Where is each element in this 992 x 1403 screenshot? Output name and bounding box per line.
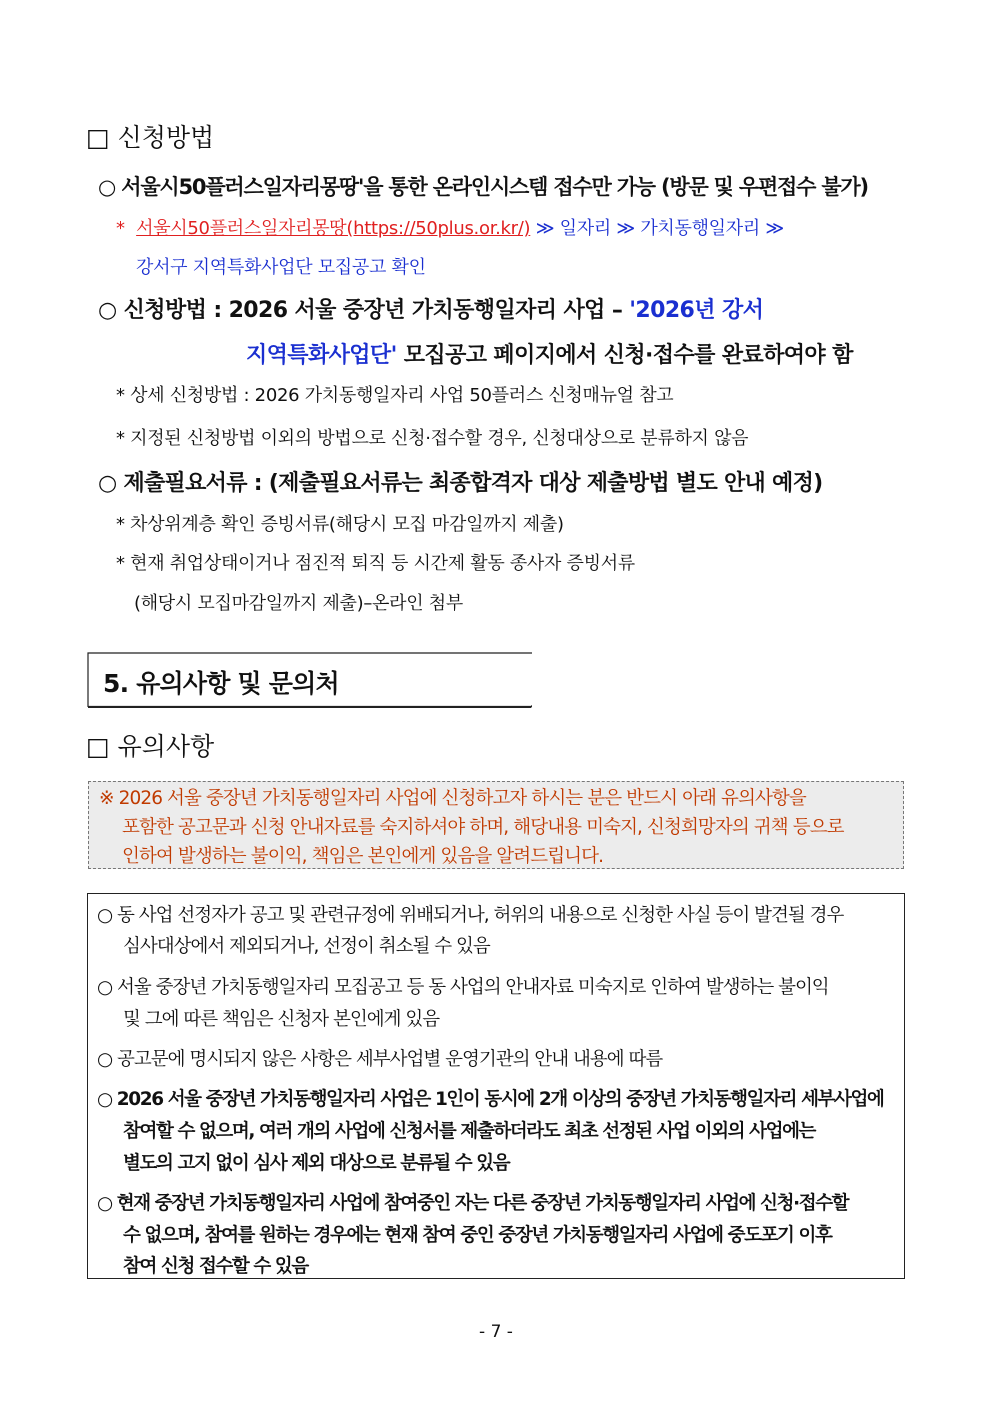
- apply-note-link-line2: 강서구 지역특화사업단 모집공고 확인: [136, 257, 426, 278]
- apply-note-doc2-line2: (해당시 모집마감일까지 제출)–온라인 첨부: [134, 593, 463, 614]
- section-heading-apply: □ 신청방법: [86, 123, 215, 152]
- apply-note-doc2: * 현재 취업상태이거나 점진적 퇴직 등 시간제 활동 종사자 증빙서류: [116, 553, 635, 574]
- notice-item-5-line-2: 수 없으며, 참여를 원하는 경우에는 현재 참여 중인 중장년 가치동행일자리 사업에 중도포기 이후: [123, 1225, 832, 1246]
- section5-title: 5. 유의사항 및 문의처: [103, 669, 339, 698]
- notice-item-4-line-2: 참여할 수 없으며, 여러 개의 사업에 신청서를 제출하더라도 최초 선정된 사업 이외의 사업에는: [123, 1121, 816, 1142]
- note-star: *: [116, 218, 125, 239]
- warning-line-1: ※ 2026 서울 중장년 가치동행일자리 사업에 신청하고자 하시는 분은 반드시 아래 유의사항을: [99, 788, 806, 809]
- method-highlight-2: 지역특화사업단': [246, 343, 397, 368]
- notice-item-4-line-1: ○ 2026 서울 중장년 가치동행일자리 사업은 1인이 동시에 2개 이상의 중장년 가치동행일자리 세부사업에: [97, 1089, 884, 1110]
- section-heading-notice: □ 유의사항: [86, 732, 215, 761]
- notice-item-2-line-1: ○ 서울 중장년 가치동행일자리 모집공고 등 동 사업의 안내자료 미숙지로 인하여 발생하는 불이익: [97, 977, 829, 998]
- apply-item-online: ○ 서울시50플러스일자리몽땅'을 통한 온라인시스템 접수만 가능 (방문 및 우편접수 불가): [98, 175, 868, 199]
- method-highlight-1: '2026년 강서: [629, 298, 764, 323]
- method-text-1: ○ 신청방법 : 2026 서울 중장년 가치동행일자리 사업 –: [98, 298, 630, 323]
- notice-item-3-line-1: ○ 공고문에 명시되지 않은 사항은 세부사업별 운영기관의 안내 내용에 따름: [97, 1049, 663, 1070]
- apply-note-link-line: [116, 214, 784, 240]
- notice-item-4-line-3: 별도의 고지 없이 심사 제외 대상으로 분류될 수 있음: [123, 1153, 510, 1174]
- apply-note-other-method: * 지정된 신청방법 이외의 방법으로 신청·접수할 경우, 신청대상으로 분류하지 않음: [116, 428, 749, 449]
- notice-list-box: [87, 893, 905, 1279]
- notice-item-5-line-3: 참여 신청 접수할 수 있음: [123, 1256, 308, 1277]
- menu-path: ≫ 일자리 ≫ 가치동행일자리 ≫: [530, 218, 784, 239]
- apply-item-method: [98, 293, 763, 324]
- warning-line-3: 인하여 발생하는 불이익, 책임은 본인에게 있음을 알려드립니다.: [122, 846, 604, 867]
- section5-header: [87, 652, 532, 708]
- notice-item-1-line-1: ○ 동 사업 선정자가 공고 및 관련규정에 위배되거나, 허위의 내용으로 신청한 사실 등이 발견될 경우: [97, 905, 844, 926]
- method-text-2: 모집공고 페이지에서 신청·접수를 완료하여야 함: [396, 343, 853, 368]
- warning-line-2: 포함한 공고문과 신청 안내자료를 숙지하셔야 하며, 해당내용 미숙지, 신청희망자의 귀책 등으로: [122, 817, 844, 838]
- page-number: - 7 -: [479, 1322, 513, 1342]
- notice-item-1-line-2: 심사대상에서 제외되거나, 선정이 취소될 수 있음: [123, 936, 490, 957]
- apply-note-doc1: * 차상위계층 확인 증빙서류(해당시 모집 마감일까지 제출): [116, 514, 564, 535]
- apply-note-manual: * 상세 신청방법 : 2026 가치동행일자리 사업 50플러스 신청매뉴얼 참고: [116, 385, 674, 406]
- apply-item-documents: ○ 제출필요서류 : (제출필요서류는 최종합격자 대상 제출방법 별도 안내 예정): [98, 471, 823, 496]
- notice-item-5-line-1: ○ 현재 중장년 가치동행일자리 사업에 참여중인 자는 다른 중장년 가치동행일자리 사업에 신청·접수할: [97, 1193, 849, 1214]
- apply-item-method-line2: [246, 338, 853, 369]
- warning-box: [88, 781, 904, 869]
- 50plus-link[interactable]: 서울시50플러스일자리몽땅(https://50plus.or.kr/): [136, 218, 531, 239]
- notice-item-2-line-2: 및 그에 따른 책임은 신청자 본인에게 있음: [123, 1009, 440, 1030]
